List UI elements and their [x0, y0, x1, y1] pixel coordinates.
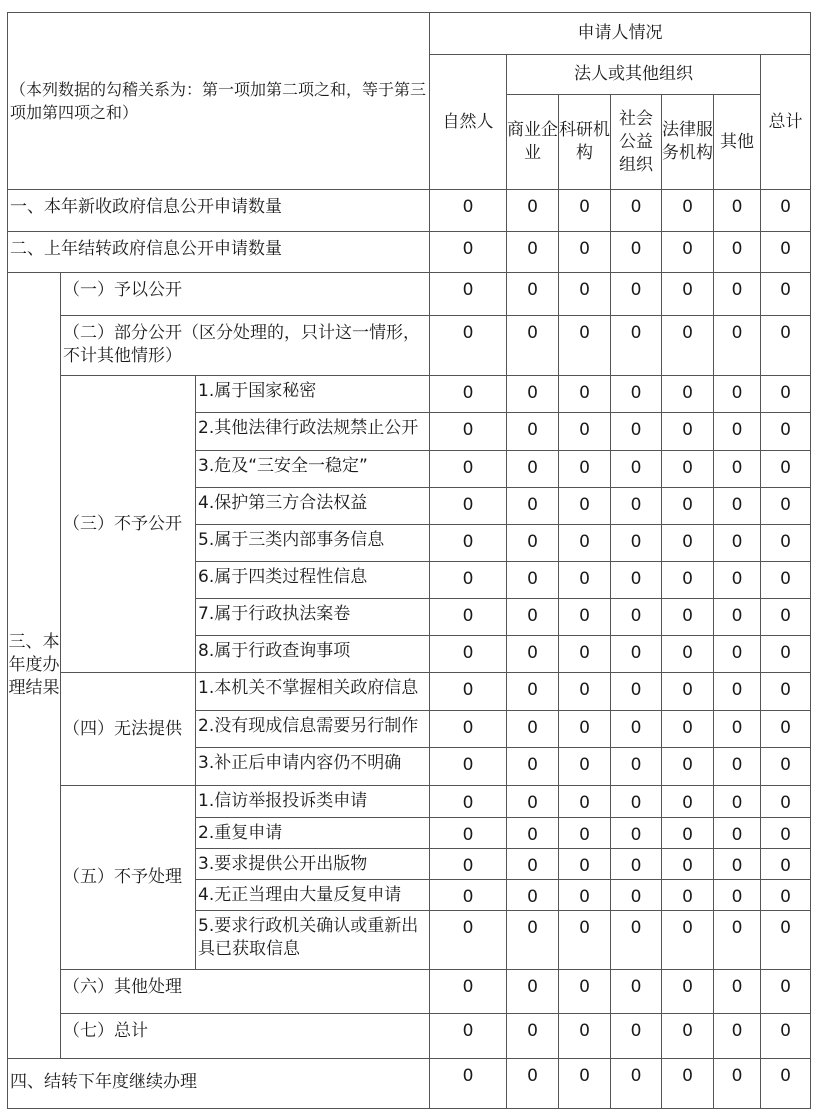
- cell-value: 0: [559, 970, 611, 1014]
- cell-value: 0: [559, 911, 611, 970]
- row-label: （七）总计: [61, 1014, 430, 1059]
- cell-value: 0: [662, 849, 714, 880]
- cell-value: 0: [714, 849, 761, 880]
- cell-value: 0: [430, 880, 507, 911]
- commercial-header: 商业企业: [507, 95, 559, 190]
- cell-value: 0: [611, 562, 662, 599]
- cell-value: 0: [430, 911, 507, 970]
- cell-value: 0: [662, 673, 714, 711]
- cell-value: 0: [662, 316, 714, 376]
- cell-value: 0: [761, 818, 811, 849]
- cell-value: 0: [430, 1014, 507, 1059]
- cell-value: 0: [430, 818, 507, 849]
- cell-value: 0: [430, 711, 507, 748]
- cell-value: 0: [662, 818, 714, 849]
- cell-value: 0: [430, 673, 507, 711]
- cell-value: 0: [507, 376, 559, 413]
- cell-value: 0: [430, 413, 507, 451]
- cell-value: 0: [714, 451, 761, 488]
- cell-value: 0: [714, 636, 761, 673]
- cell-value: 0: [714, 711, 761, 748]
- cell-value: 0: [714, 488, 761, 525]
- cell-value: 0: [611, 818, 662, 849]
- cell-value: 0: [761, 599, 811, 636]
- cell-value: 0: [761, 849, 811, 880]
- cell-value: 0: [559, 748, 611, 786]
- research-header: 科研机构: [559, 95, 611, 190]
- cell-value: 0: [761, 1059, 811, 1109]
- cell-value: 0: [761, 1014, 811, 1059]
- table-row: [8, 316, 811, 376]
- table-row: [8, 376, 811, 413]
- cell-value: 0: [714, 190, 761, 232]
- cell-value: 0: [507, 525, 559, 562]
- cell-value: 0: [430, 970, 507, 1014]
- cell-value: 0: [507, 849, 559, 880]
- cell-value: 0: [430, 599, 507, 636]
- cell-value: 0: [559, 413, 611, 451]
- cell-value: 0: [662, 1014, 714, 1059]
- cell-value: 0: [662, 786, 714, 818]
- cell-value: 0: [714, 599, 761, 636]
- row-label: 1.信访举报投诉类申请: [196, 786, 430, 818]
- cell-value: 0: [761, 786, 811, 818]
- cell-value: 0: [507, 748, 559, 786]
- unable-label: （四）无法提供: [61, 673, 196, 786]
- applicant-info-header: 申请人情况: [430, 13, 811, 55]
- cell-value: 0: [662, 748, 714, 786]
- cell-value: 0: [507, 970, 559, 1014]
- cell-value: 0: [761, 711, 811, 748]
- cell-value: 0: [761, 636, 811, 673]
- cell-value: 0: [430, 488, 507, 525]
- table-row: [8, 232, 811, 273]
- table-row: [8, 673, 811, 711]
- cell-value: 0: [430, 1059, 507, 1109]
- cell-value: 0: [714, 316, 761, 376]
- cell-value: 0: [662, 562, 714, 599]
- cell-value: 0: [761, 232, 811, 273]
- cell-value: 0: [714, 818, 761, 849]
- cell-value: 0: [662, 911, 714, 970]
- row-label: 4.保护第三方合法权益: [196, 488, 430, 525]
- cell-value: 0: [559, 232, 611, 273]
- cell-value: 0: [662, 376, 714, 413]
- cell-value: 0: [611, 190, 662, 232]
- column-note-text: （本列数据的勾稽关系为：第一项加第二项之和，等于第三项加第四项之和）: [10, 80, 427, 122]
- cell-value: 0: [662, 451, 714, 488]
- cell-value: 0: [559, 376, 611, 413]
- cell-value: 0: [507, 1014, 559, 1059]
- cell-value: 0: [430, 190, 507, 232]
- cell-value: 0: [611, 232, 662, 273]
- other-header: 其他: [714, 95, 761, 190]
- cell-value: 0: [507, 911, 559, 970]
- cell-value: 0: [761, 376, 811, 413]
- cell-value: 0: [507, 711, 559, 748]
- row-label: 5.属于三类内部事务信息: [196, 525, 430, 562]
- cell-value: 0: [714, 673, 761, 711]
- cell-value: 0: [761, 316, 811, 376]
- cell-value: 0: [761, 525, 811, 562]
- cell-value: 0: [611, 880, 662, 911]
- cell-value: 0: [559, 273, 611, 316]
- table-row: [8, 190, 811, 232]
- cell-value: 0: [559, 488, 611, 525]
- cell-value: 0: [611, 599, 662, 636]
- table-row: [8, 1059, 811, 1109]
- cell-value: 0: [507, 232, 559, 273]
- cell-value: 0: [507, 880, 559, 911]
- cell-value: 0: [559, 562, 611, 599]
- cell-value: 0: [611, 273, 662, 316]
- cell-value: 0: [714, 786, 761, 818]
- row-label: 5.要求行政机关确认或重新出具已获取信息: [196, 911, 430, 970]
- cell-value: 0: [761, 673, 811, 711]
- cell-value: 0: [662, 190, 714, 232]
- cell-value: 0: [714, 562, 761, 599]
- cell-value: 0: [714, 232, 761, 273]
- row-label: 1.属于国家秘密: [196, 376, 430, 413]
- cell-value: 0: [430, 451, 507, 488]
- cell-value: 0: [662, 880, 714, 911]
- cell-value: 0: [714, 376, 761, 413]
- cell-value: 0: [714, 911, 761, 970]
- cell-value: 0: [611, 636, 662, 673]
- cell-value: 0: [714, 273, 761, 316]
- row-label: 4.无正当理由大量反复申请: [196, 880, 430, 911]
- cell-value: 0: [559, 818, 611, 849]
- cell-value: 0: [430, 748, 507, 786]
- cell-value: 0: [507, 316, 559, 376]
- cell-value: 0: [611, 748, 662, 786]
- cell-value: 0: [559, 525, 611, 562]
- cell-value: 0: [611, 451, 662, 488]
- cell-value: 0: [507, 488, 559, 525]
- cell-value: 0: [430, 849, 507, 880]
- cell-value: 0: [611, 488, 662, 525]
- not-processed-label: （五）不予处理: [61, 786, 196, 970]
- cell-value: 0: [662, 413, 714, 451]
- legal-entities-header: 法人或其他组织: [507, 55, 761, 95]
- cell-value: 0: [761, 488, 811, 525]
- cell-value: 0: [611, 970, 662, 1014]
- row-label: 四、结转下年度继续办理: [8, 1059, 430, 1109]
- cell-value: 0: [559, 711, 611, 748]
- cell-value: 0: [662, 525, 714, 562]
- table-row: [8, 1014, 811, 1059]
- row-label: 6.属于四类过程性信息: [196, 562, 430, 599]
- cell-value: 0: [662, 599, 714, 636]
- cell-value: 0: [507, 190, 559, 232]
- natural-person-header: 自然人: [430, 55, 507, 190]
- row-label: 3.要求提供公开出版物: [196, 849, 430, 880]
- cell-value: 0: [507, 413, 559, 451]
- row-label: （六）其他处理: [61, 970, 430, 1014]
- cell-value: 0: [662, 488, 714, 525]
- social-welfare-header: 社会公益组织: [611, 95, 662, 190]
- cell-value: 0: [611, 1059, 662, 1109]
- cell-value: 0: [430, 636, 507, 673]
- cell-value: 0: [430, 232, 507, 273]
- cell-value: 0: [611, 1014, 662, 1059]
- cell-value: 0: [430, 786, 507, 818]
- cell-value: 0: [507, 786, 559, 818]
- total-header: 总计: [761, 55, 811, 190]
- cell-value: 0: [662, 1059, 714, 1109]
- cell-value: 0: [559, 1059, 611, 1109]
- cell-value: 0: [714, 1059, 761, 1109]
- cell-value: 0: [559, 786, 611, 818]
- cell-value: 0: [559, 636, 611, 673]
- cell-value: 0: [761, 880, 811, 911]
- cell-value: 0: [430, 376, 507, 413]
- cell-value: 0: [611, 316, 662, 376]
- table-row: [8, 970, 811, 1014]
- cell-value: 0: [611, 711, 662, 748]
- cell-value: 0: [507, 636, 559, 673]
- row-label: 3.补正后申请内容仍不明确: [196, 748, 430, 786]
- row-label: 8.属于行政查询事项: [196, 636, 430, 673]
- cell-value: 0: [714, 1014, 761, 1059]
- cell-value: 0: [559, 673, 611, 711]
- cell-value: 0: [714, 880, 761, 911]
- row-label: （二）部分公开（区分处理的，只计这一情形，不计其他情形）: [61, 316, 430, 376]
- section3-label: 三、本年度办理结果: [8, 273, 61, 1059]
- cell-value: 0: [761, 748, 811, 786]
- row-label: 一、本年新收政府信息公开申请数量: [8, 190, 430, 232]
- cell-value: 0: [662, 273, 714, 316]
- row-label: 7.属于行政执法案卷: [196, 599, 430, 636]
- cell-value: 0: [559, 190, 611, 232]
- cell-value: 0: [559, 316, 611, 376]
- cell-value: 0: [662, 711, 714, 748]
- cell-value: 0: [507, 818, 559, 849]
- row-label: 二、上年结转政府信息公开申请数量: [8, 232, 430, 273]
- cell-value: 0: [761, 970, 811, 1014]
- cell-value: 0: [507, 1059, 559, 1109]
- cell-value: 0: [761, 190, 811, 232]
- table-row: [8, 273, 811, 316]
- cell-value: 0: [430, 562, 507, 599]
- cell-value: 0: [611, 525, 662, 562]
- cell-value: 0: [611, 413, 662, 451]
- cell-value: 0: [611, 376, 662, 413]
- cell-value: 0: [507, 273, 559, 316]
- cell-value: 0: [430, 273, 507, 316]
- row-label: 2.其他法律行政法规禁止公开: [196, 413, 430, 451]
- cell-value: 0: [761, 451, 811, 488]
- disclosure-statistics-table: [7, 12, 811, 1109]
- row-label: 2.没有现成信息需要另行制作: [196, 711, 430, 748]
- cell-value: 0: [611, 673, 662, 711]
- cell-value: 0: [507, 673, 559, 711]
- not-disclosed-label: （三）不予公开: [61, 376, 196, 673]
- cell-value: 0: [611, 849, 662, 880]
- legal-service-header: 法律服务机构: [662, 95, 714, 190]
- cell-value: 0: [559, 451, 611, 488]
- cell-value: 0: [761, 911, 811, 970]
- cell-value: 0: [559, 880, 611, 911]
- table-row: [8, 786, 811, 818]
- cell-value: 0: [714, 525, 761, 562]
- row-label: 1.本机关不掌握相关政府信息: [196, 673, 430, 711]
- cell-value: 0: [430, 316, 507, 376]
- cell-value: 0: [559, 1014, 611, 1059]
- cell-value: 0: [761, 273, 811, 316]
- cell-value: 0: [662, 232, 714, 273]
- cell-value: 0: [559, 849, 611, 880]
- cell-value: 0: [714, 970, 761, 1014]
- cell-value: 0: [611, 911, 662, 970]
- cell-value: 0: [507, 451, 559, 488]
- cell-value: 0: [662, 636, 714, 673]
- cell-value: 0: [507, 599, 559, 636]
- row-label: 3.危及“三安全一稳定”: [196, 451, 430, 488]
- row-label: 2.重复申请: [196, 818, 430, 849]
- cell-value: 0: [430, 525, 507, 562]
- cell-value: 0: [761, 562, 811, 599]
- cell-value: 0: [714, 413, 761, 451]
- cell-value: 0: [761, 413, 811, 451]
- cell-value: 0: [559, 599, 611, 636]
- cell-value: 0: [662, 970, 714, 1014]
- row-label: （一）予以公开: [61, 273, 430, 316]
- cell-value: 0: [611, 786, 662, 818]
- cell-value: 0: [714, 748, 761, 786]
- column-note: [8, 13, 430, 190]
- cell-value: 0: [507, 562, 559, 599]
